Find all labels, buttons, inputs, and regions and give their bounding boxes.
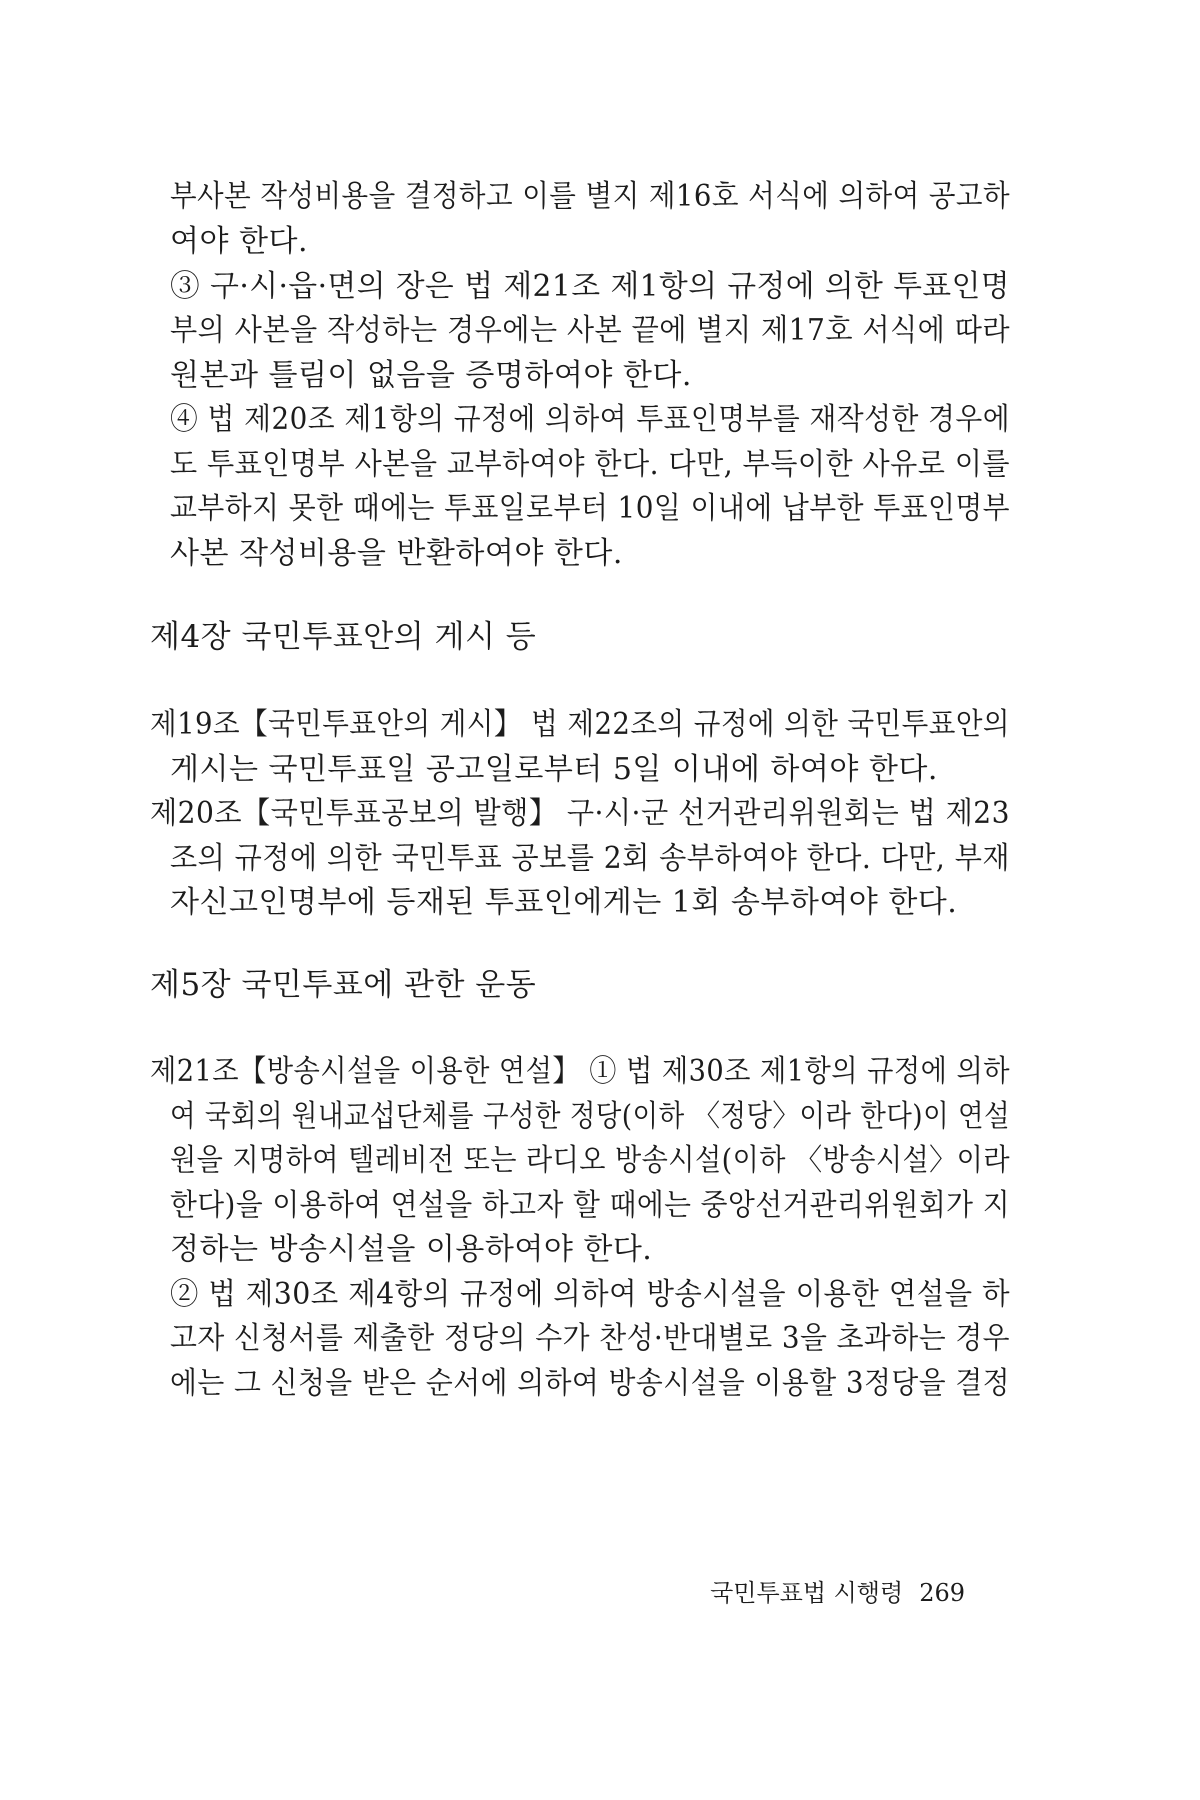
- article-line: 여 국회의 원내교섭단체를 구성한 정당(이하 〈정당〉이라 한다)이 연설: [170, 1099, 1010, 1134]
- text-line: 교부하지 못한 때에는 투표일로부터 10일 이내에 납부한 투표인명부: [170, 491, 1011, 526]
- text-line: 부의 사본을 작성하는 경우에는 사본 끝에 별지 제17호 서식에 따라: [170, 313, 1010, 348]
- text-line: ③ 구·시·읍·면의 장은 법 제21조 제1항의 규정에 의한 투표인명: [170, 269, 1010, 304]
- text-line: 부사본 작성비용을 결정하고 이를 별지 제16호 서식에 의하여 공고하: [170, 179, 1011, 214]
- article-line: 제19조【국민투표안의 게시】 법 제22조의 규정에 의한 국민투표안의: [150, 707, 1010, 742]
- chapter-heading: 제4장 국민투표안의 게시 등: [150, 619, 537, 655]
- article-line: 원을 지명하여 텔레비전 또는 라디오 방송시설(이하 〈방송시설〉이라: [170, 1143, 1010, 1178]
- article-line: 제21조【방송시설을 이용한 연설】 ① 법 제30조 제1항의 규정에 의하: [150, 1054, 1011, 1089]
- article-line: 조의 규정에 의한 국민투표 공보를 2회 송부하여야 한다. 다만, 부재: [170, 841, 1010, 876]
- text-line: 여야 한다.: [170, 224, 308, 259]
- article-line: 게시는 국민투표일 공고일로부터 5일 이내에 하여야 한다.: [170, 752, 938, 787]
- text-line: ④ 법 제20조 제1항의 규정에 의하여 투표인명부를 재작성한 경우에: [170, 402, 1011, 437]
- article-line: 한다)을 이용하여 연설을 하고자 할 때에는 중앙선거관리위원회가 지: [170, 1188, 1010, 1223]
- article-line: 에는 그 신청을 받은 순서에 의하여 방송시설을 이용할 3정당을 결정: [170, 1366, 1011, 1401]
- article-line: 자신고인명부에 등재된 투표인에게는 1회 송부하여야 한다.: [170, 885, 958, 920]
- text-line: 도 투표인명부 사본을 교부하여야 한다. 다만, 부득이한 사유로 이를: [170, 447, 1011, 482]
- text-line: 사본 작성비용을 반환하여야 한다.: [170, 536, 623, 571]
- article-line: ② 법 제30조 제4항의 규정에 의하여 방송시설을 이용한 연설을 하: [170, 1277, 1011, 1312]
- article-line: 정하는 방송시설을 이용하여야 한다.: [170, 1232, 653, 1267]
- chapter-heading: 제5장 국민투표에 관한 운동: [150, 967, 537, 1003]
- page-footer: [710, 1577, 965, 1609]
- article-line: 제20조【국민투표공보의 발행】 구·시·군 선거관리위원회는 법 제23: [150, 796, 1010, 831]
- text-line: 원본과 틀림이 없음을 증명하여야 한다.: [170, 358, 692, 393]
- page-number: 269: [919, 1579, 965, 1607]
- footer-title: 국민투표법 시행령: [710, 1579, 904, 1607]
- article-line: 고자 신청서를 제출한 정당의 수가 찬성·반대별로 3을 초과하는 경우: [170, 1321, 1011, 1356]
